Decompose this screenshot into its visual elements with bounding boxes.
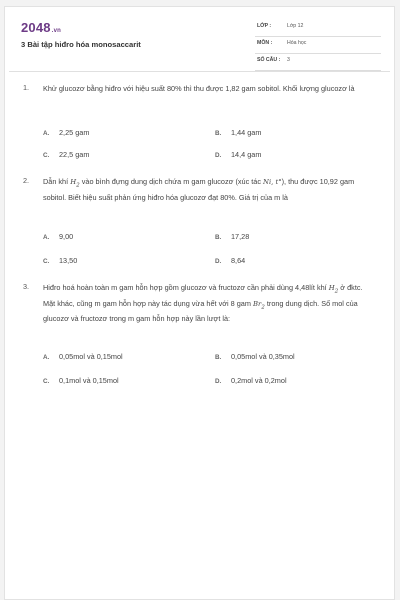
question-number: 1. [23,83,30,92]
formula-h2: $H_2$ [70,178,80,189]
option-letter: C. [43,152,50,159]
question-text: Hiđro hoá hoàn toàn m gam hỗn hợp gồm glucozơ và fructozơ cần phải dùng 4,48lít khí $H_2$ ở đktc. Mặt khác, cũng m gam hỗn hợp này tác dụng vừa hết với 8 gam $Br_2$ trong dung dịch. Số mol của glucozơ và fructozơ trong m gam hỗn hợp này lần lượt là: [43,283,363,324]
logo-suffix: .vn [51,28,62,34]
option-b[interactable] [215,128,261,137]
option-b[interactable] [215,352,295,361]
option-text: 14,4 gam [231,150,262,159]
option-a[interactable] [43,232,73,241]
meta-row-count [255,54,381,71]
option-letter: A. [43,130,50,137]
option-letter: D. [215,378,222,385]
option-text: 2,25 gam [59,128,90,137]
option-text: 0,1mol và 0,15mol [59,376,119,385]
option-letter: C. [43,378,50,385]
option-d[interactable] [215,376,287,385]
option-c[interactable] [43,376,119,385]
option-text: 17,28 [231,232,250,241]
option-letter: B. [215,354,222,361]
site-logo[interactable] [21,20,61,35]
option-text: 22,5 gam [59,150,90,159]
option-b[interactable] [215,232,249,241]
option-letter: B. [215,234,222,241]
question-text: Khử glucozơ bằng hiđro với hiệu suất 80% thì thu được 1,82 gam sobitol. Khối lượng glucozơ là [43,84,355,93]
option-d[interactable] [215,150,261,159]
option-letter: A. [43,354,50,361]
meta-row-class [255,20,381,37]
option-letter: A. [43,234,50,241]
formula-br2: $Br_2$ [252,299,265,310]
worksheet-page [4,6,395,600]
option-text: 8,64 [231,256,246,265]
document-title: 3 Bài tập hiđro hóa monosaccarit [21,40,141,49]
meta-label: SỐ CÂU : [257,57,281,63]
option-text: 0,05mol và 0,35mol [231,352,295,361]
meta-row-subject [255,37,381,54]
option-c[interactable] [43,256,77,265]
meta-info-box [255,20,381,71]
option-text: 1,44 gam [231,128,262,137]
option-a[interactable] [43,352,123,361]
meta-value: Lớp 12 [287,23,304,29]
formula-h2: $H_2$ [328,284,339,295]
option-text: 0,05mol và 0,15mol [59,352,123,361]
meta-label: MÔN : [257,40,273,46]
option-letter: C. [43,258,50,265]
option-text: 9,00 [59,232,74,241]
option-text: 13,50 [59,256,78,265]
meta-label: LỚP : [257,23,272,29]
question-text: Dẫn khí $H_2$ vào bình đựng dung dịch chứa m gam glucozơ (xúc tác Ni, t°), thu được 10,92 gam sobitol. Biết hiệu suất phản ứng hiđro hóa glucozơ đạt 80%. Giá trị của m là [43,177,355,202]
meta-value: Hóa học [287,40,307,46]
option-letter: D. [215,152,222,159]
option-d[interactable] [215,256,245,265]
question-number: 2. [23,176,30,185]
meta-value: 3 [287,57,290,63]
logo-text: 2048 [21,20,51,35]
header-divider [9,71,390,72]
question-number: 3. [23,282,30,291]
option-c[interactable] [43,150,89,159]
option-text: 0,2mol và 0,2mol [231,376,287,385]
option-a[interactable] [43,128,89,137]
option-letter: B. [215,130,222,137]
formula-catalyst: Ni, t° [263,178,282,186]
option-letter: D. [215,258,222,265]
